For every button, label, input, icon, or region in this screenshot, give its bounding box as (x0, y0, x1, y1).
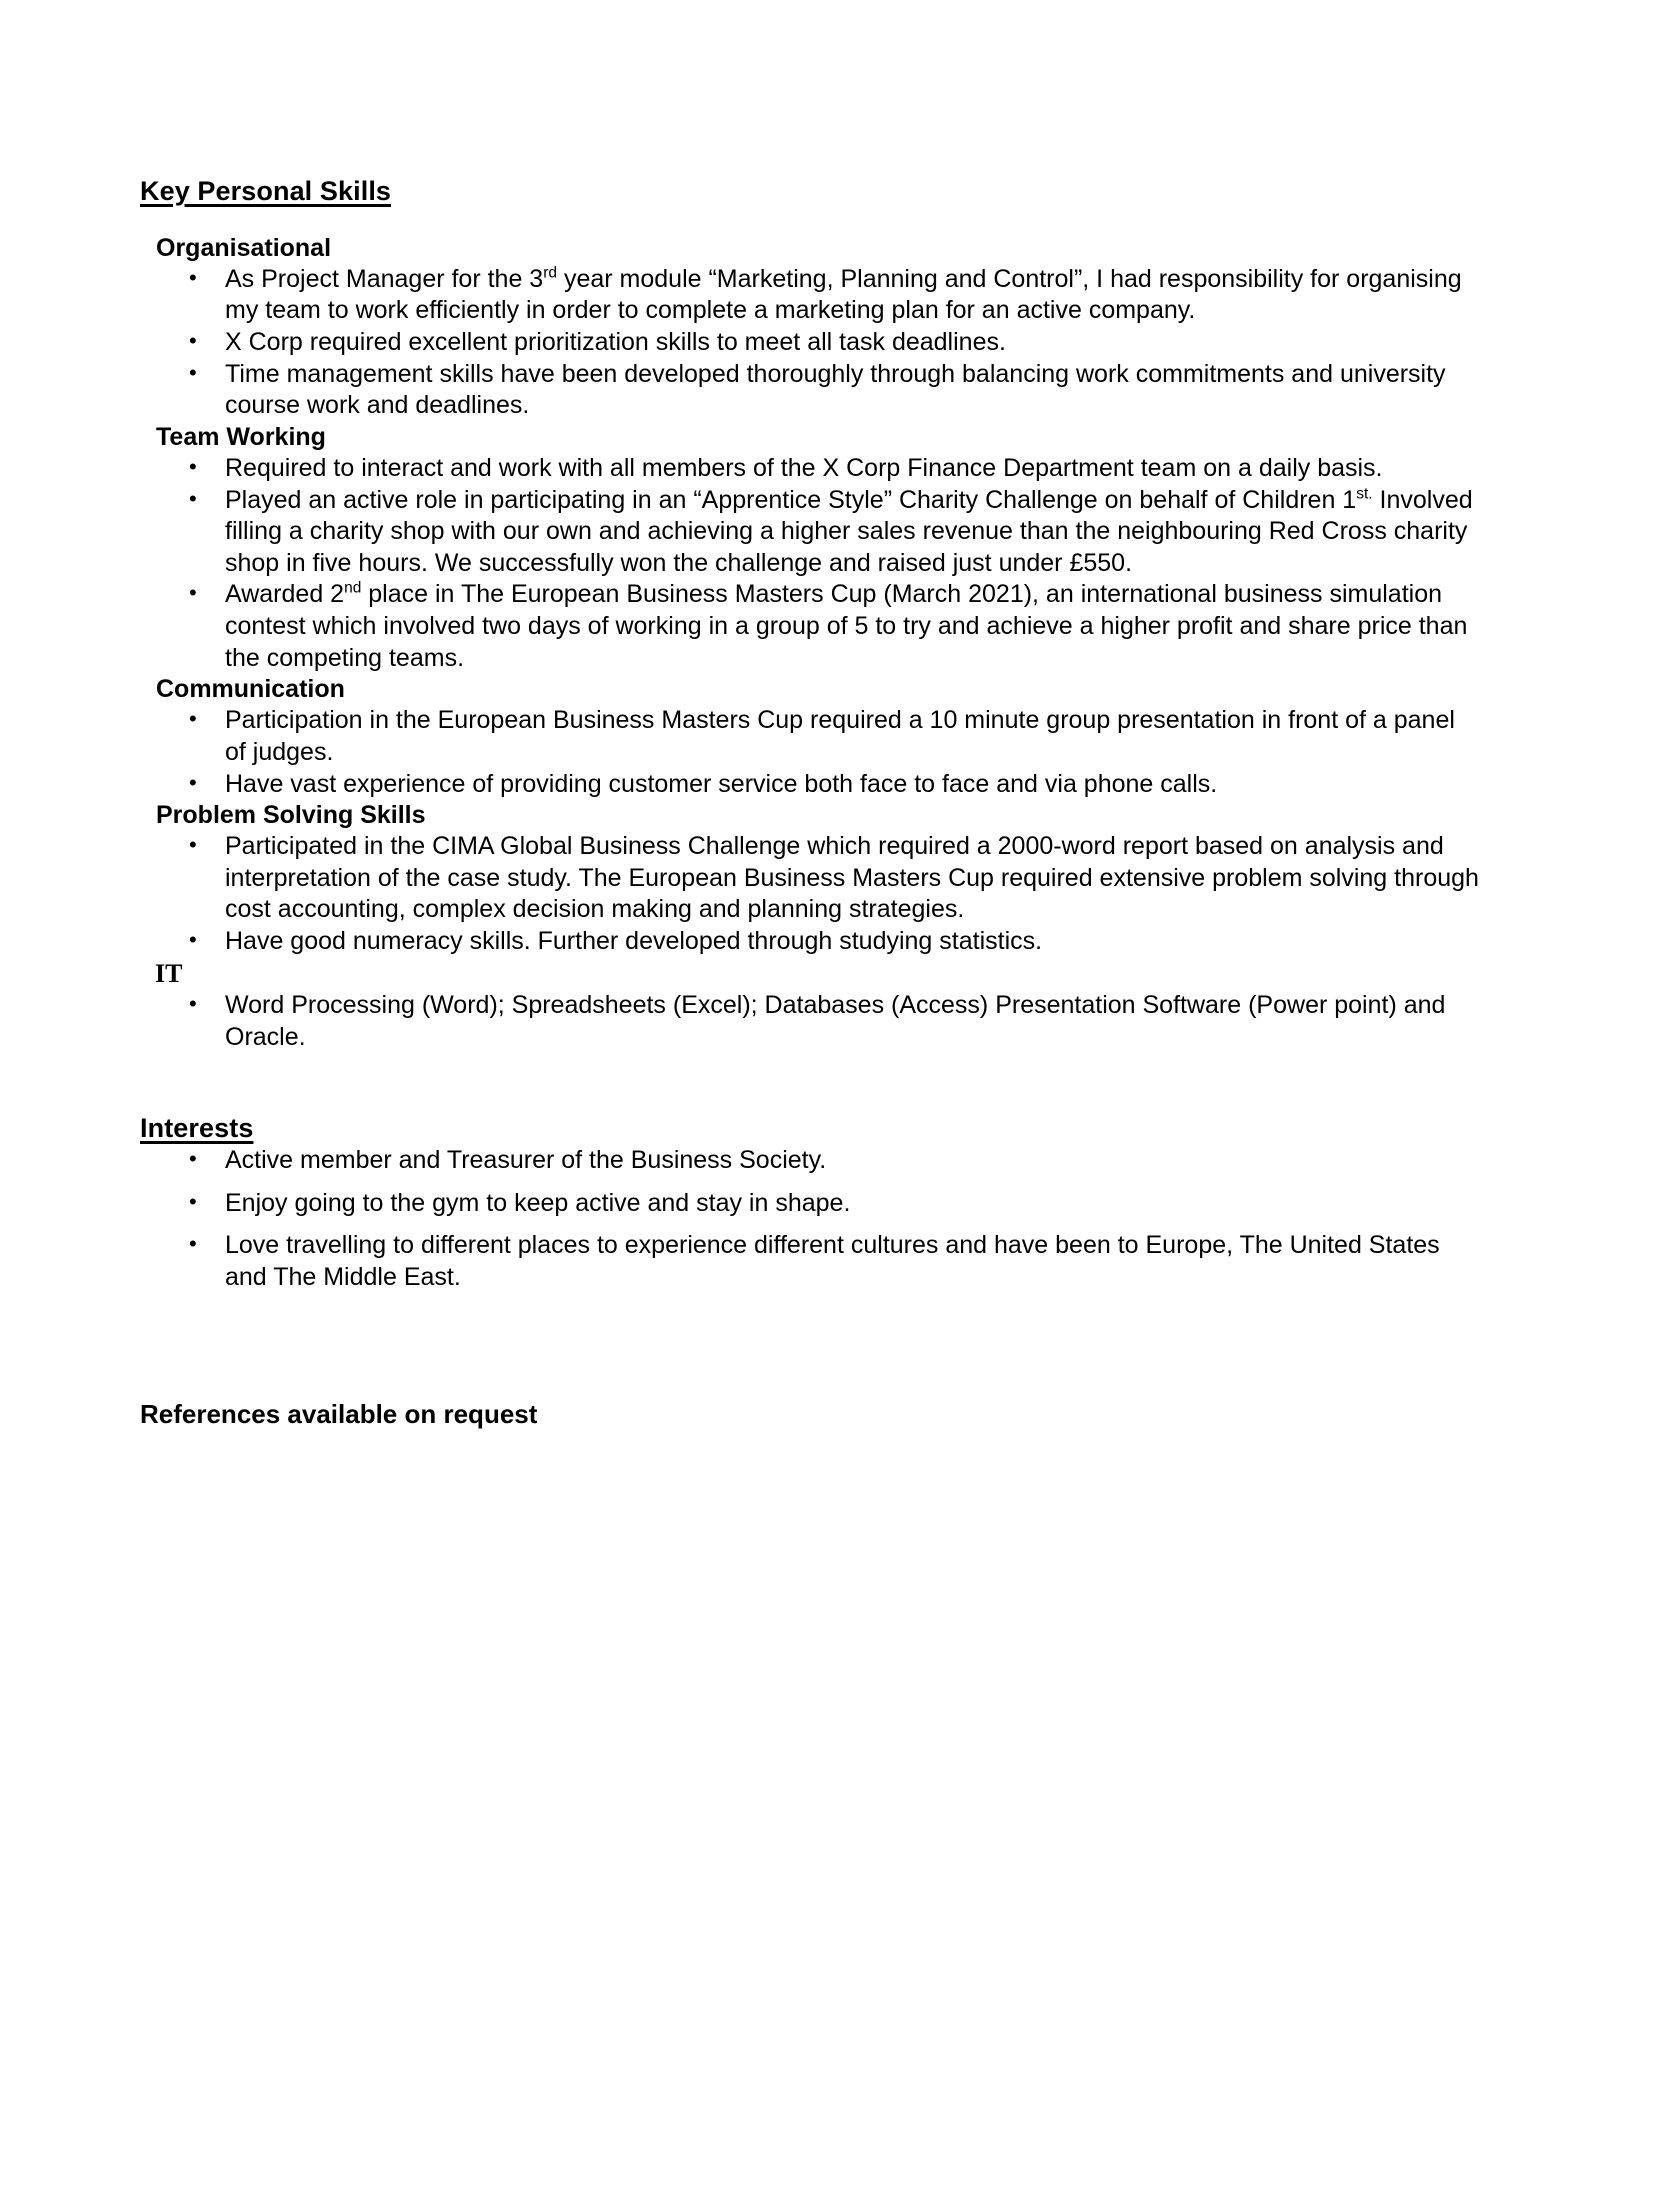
group-team-working (140, 422, 1480, 674)
group-organisational (140, 233, 1480, 422)
sub-heading-team-working: Team Working (156, 422, 326, 451)
group-problem-solving-skills (140, 800, 1480, 958)
group-it (140, 958, 1480, 1053)
section-heading-key-personal-skills: Key Personal Skills (140, 176, 392, 206)
sub-heading-communication: Communication (156, 675, 345, 704)
bullet-item: • Have good numeracy skills. Further developed through studying statistics. (140, 926, 1480, 958)
sub-heading-organisational: Organisational (156, 233, 332, 262)
bullet-list-interests (140, 1145, 1480, 1294)
bullet-item: • Enjoy going to the gym to keep active and stay in shape. (140, 1188, 1480, 1220)
group-communication (140, 674, 1480, 800)
section-key-personal-skills (140, 176, 1480, 1053)
sub-heading-it: IT (155, 958, 183, 988)
bullet-item: • Played an active role in participating in an “Apprentice Style” Charity Challenge on behalf of Children $1^{st.}$ Involved filling a charity shop with our own and achieving a higher sales revenue than the neighbouring Red Cross charity shop in five hours. We successfully won the challenge and raised just under £550. (140, 485, 1480, 580)
bullet-item: • Participation in the European Business Masters Cup required a 10 minute group presentation in front of a panel of judges. (140, 705, 1480, 768)
bullet-item: • Have vast experience of providing customer service both face to face and via phone calls. (140, 769, 1480, 801)
superscript-text: rd (543, 264, 558, 282)
sub-heading-problem-solving-skills: Problem Solving Skills (156, 801, 426, 830)
superscript-text: st. (1356, 485, 1373, 503)
bullet-item: • Participated in the CIMA Global Business Challenge which required a 2000-word report based on analysis and interpretation of the case study. The European Business Masters Cup required extensive problem solving through cost accounting, complex decision making and planning strategies. (140, 831, 1480, 926)
references-available-note: References available on request (140, 1398, 538, 1429)
bullet-item: • Word Processing (Word); Spreadsheets (Excel); Databases (Access) Presentation Software (Power point) and Oracle. (140, 990, 1480, 1053)
bullet-item: • As Project Manager for the 3rd year module “Marketing, Planning and Control”, I had responsibility for organising my team to work efficiently in order to complete a marketing plan for an active company. (140, 264, 1480, 327)
bullet-item: • Required to interact and work with all members of the X Corp Finance Department team on a daily basis. (140, 453, 1480, 485)
spacer (140, 1294, 1480, 1399)
bullet-list-it (140, 990, 1480, 1053)
bullet-item: • Love travelling to different places to experience different cultures and have been to Europe, The United States and The Middle East. (140, 1230, 1480, 1293)
bullet-list-problem-solving-skills (140, 831, 1480, 958)
spacer (140, 1053, 1480, 1113)
bullet-item: • Awarded 2nd place in The European Business Masters Cup (March 2021), an international business simulation contest which involved two days of working in a group of 5 to try and achieve a higher profit and share price than the competing teams. (140, 579, 1480, 674)
bullet-list-team-working (140, 453, 1480, 674)
section-heading-interests: Interests (140, 1113, 254, 1144)
section-interests (140, 1113, 1480, 1293)
document-body (140, 176, 1480, 1430)
superscript-text: nd (344, 580, 362, 598)
bullet-item: • Active member and Treasurer of the Business Society. (140, 1145, 1480, 1177)
bullet-list-communication (140, 705, 1480, 800)
bullet-item: • X Corp required excellent prioritization skills to meet all task deadlines. (140, 327, 1480, 359)
bullet-list-organisational (140, 264, 1480, 422)
bullet-item: • Time management skills have been developed thoroughly through balancing work commitments and university course work and deadlines. (140, 359, 1480, 422)
spacer (140, 208, 1480, 233)
